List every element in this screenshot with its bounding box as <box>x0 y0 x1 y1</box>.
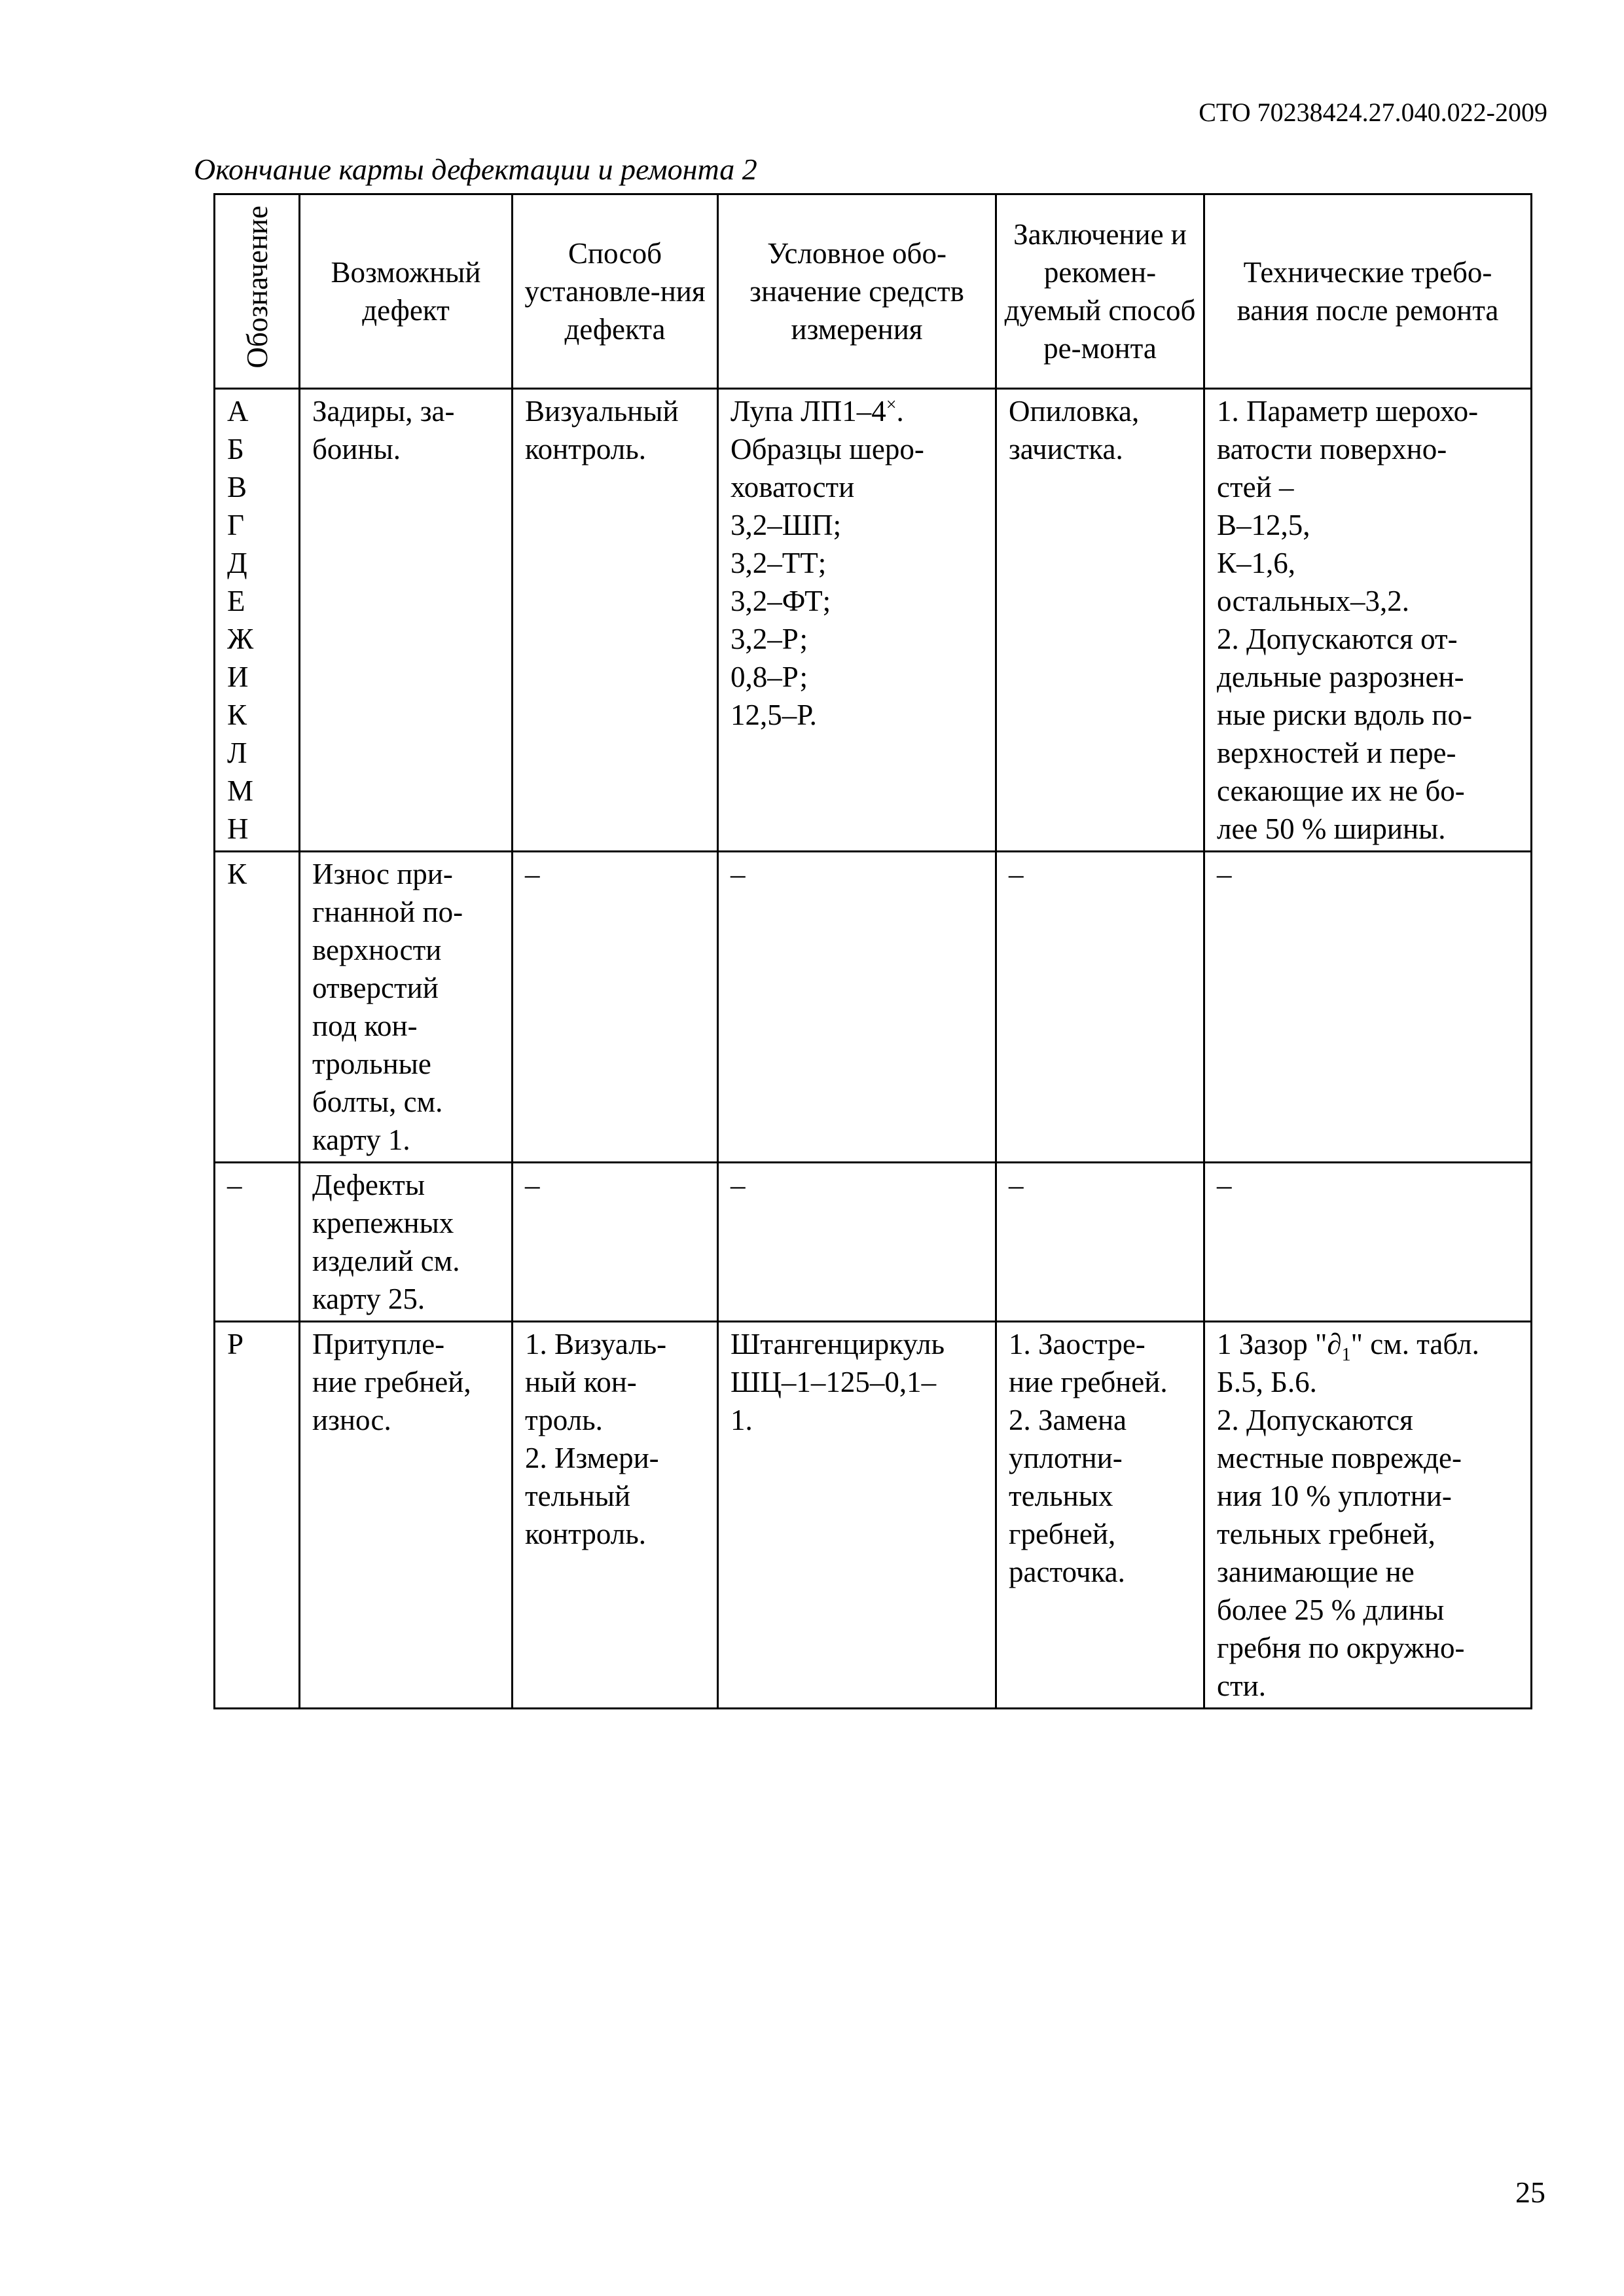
requirements-cell: – <box>1204 1163 1532 1322</box>
defect-cell: Притупле- ние гребней, износ. <box>300 1322 513 1709</box>
page-number: 25 <box>1515 2176 1545 2209</box>
designation-cell: Р <box>215 1322 300 1709</box>
designation-cell: К <box>215 852 300 1163</box>
detection-method-cell: – <box>513 852 718 1163</box>
requirements-cell: 1. Параметр шерохо- ватости поверхно- стей – В–12,5, К–1,6, остальных–3,2. 2. Допускаются от- дельные разрознен- ные риски вдоль по- верхностей и пере- секающие их не бо- лее 50 % ширины. <box>1204 389 1532 852</box>
column-header-requirements: Технические требо-вания после ремонта <box>1204 194 1532 389</box>
conclusion-cell: 1. Заостре- ние гребней. 2. Замена уплотни- тельных гребней, расточка. <box>996 1322 1204 1709</box>
table-row <box>215 1322 1532 1709</box>
requirements-cell: 1 Зазор "$\partial_1$" см. табл. Б.5, Б.6. 2. Допускаются местные поврежде- ния 10 % уплотни- тельных гребней, занимающие не более 25 % длины гребня по окружно- сти. <box>1204 1322 1532 1709</box>
document-code: СТО 70238424.27.040.022-2009 <box>1199 98 1547 127</box>
defect-cell: Износ при- гнанной по- верхности отверстий под кон- трольные болты, см. карту 1. <box>300 852 513 1163</box>
table-row <box>215 1163 1532 1322</box>
column-header-defect: Возможный дефект <box>300 194 513 389</box>
measurement-means-cell: – <box>718 852 996 1163</box>
conclusion-cell: – <box>996 852 1204 1163</box>
detection-method-cell: 1. Визуаль- ный кон- троль. 2. Измери- тельный контроль. <box>513 1322 718 1709</box>
conclusion-cell: Опиловка, зачистка. <box>996 389 1204 852</box>
measurement-means-cell: Штангенциркуль ШЦ–1–125–0,1– 1. <box>718 1322 996 1709</box>
column-header-detection-method: Способ установле-ния дефекта <box>513 194 718 389</box>
column-header-conclusion: Заключение и рекомен-дуемый способ ре-монта <box>996 194 1204 389</box>
defect-cell: Дефекты крепежных изделий см. карту 25. <box>300 1163 513 1322</box>
defect-repair-table <box>213 193 1532 1709</box>
column-header-designation: Обозначение <box>215 194 300 389</box>
requirements-cell: – <box>1204 852 1532 1163</box>
table-row <box>215 389 1532 852</box>
column-header-measurement-means: Условное обо-значение средств измерения <box>718 194 996 389</box>
designation-cell: – <box>215 1163 300 1322</box>
measurement-means-cell: Лупа ЛП1–4×. Образцы шеро- ховатости 3,2–ШП; 3,2–ТТ; 3,2–ФТ; 3,2–Р; 0,8–Р; 12,5–Р. <box>718 389 996 852</box>
measurement-means-cell: – <box>718 1163 996 1322</box>
defect-cell: Задиры, за- боины. <box>300 389 513 852</box>
table-header-row <box>215 194 1532 389</box>
table-row <box>215 852 1532 1163</box>
designation-cell: А Б В Г Д Е Ж И К Л М Н <box>215 389 300 852</box>
table-caption: Окончание карты дефектации и ремонта 2 <box>194 153 757 186</box>
conclusion-cell: – <box>996 1163 1204 1322</box>
detection-method-cell: Визуальный контроль. <box>513 389 718 852</box>
detection-method-cell: – <box>513 1163 718 1322</box>
